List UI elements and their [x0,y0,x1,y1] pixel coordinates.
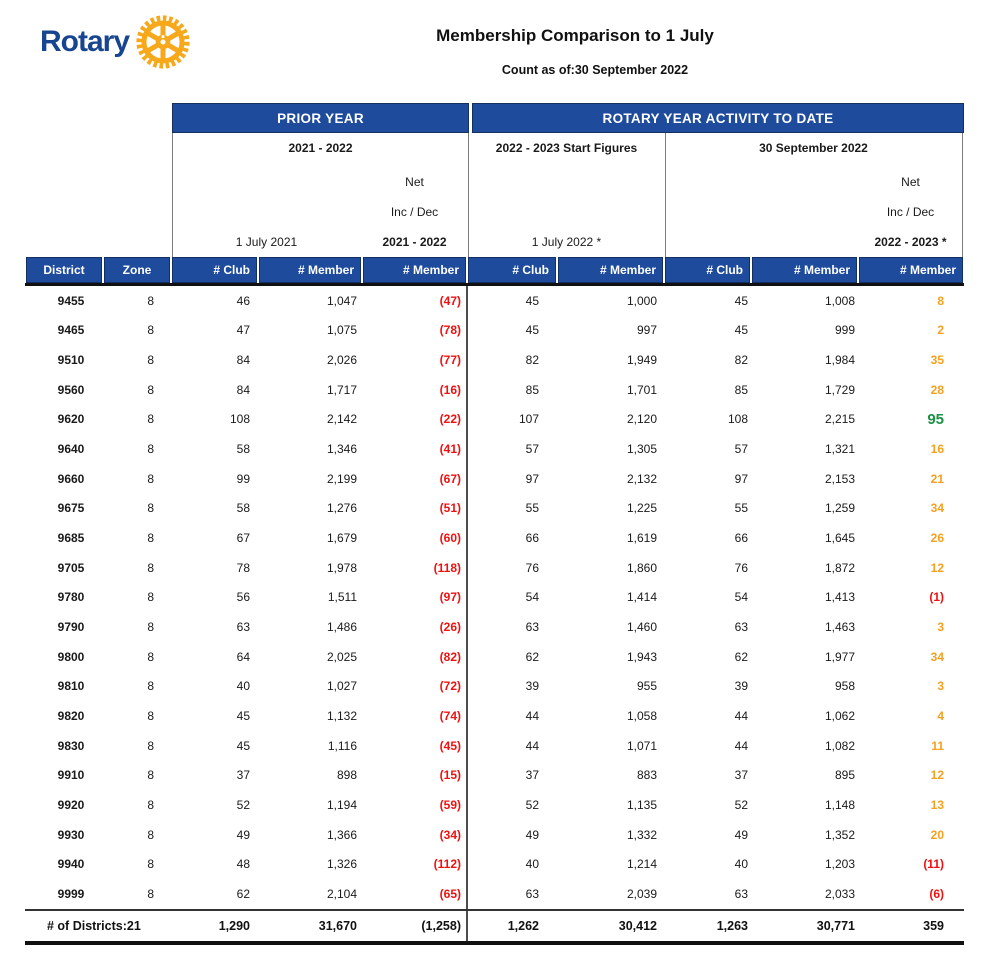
row-sep-member: 1,321 [824,442,855,457]
row-net-inc-dec: (1) [929,590,944,605]
row-zone: 8 [147,797,154,812]
row-sf-club: 54 [525,590,539,605]
row-sep-club: 108 [727,412,748,427]
row-sf-club: 57 [525,442,539,457]
section-header-activity-to-date: ROTARY YEAR ACTIVITY TO DATE [472,103,964,133]
col-header-district: District [26,257,102,283]
row-sep-club: 40 [734,857,748,872]
row-py-net: (67) [439,471,461,486]
section-header-prior-year: PRIOR YEAR [172,103,469,133]
row-sf-club: 63 [525,620,539,635]
row-py-club: 47 [236,323,250,338]
row-py-member: 1,511 [327,590,357,605]
row-district: 9640 [57,442,85,457]
row-net-inc-dec: 28 [930,382,944,397]
py-inc-dec-label: Inc / Dec [390,205,439,219]
row-sf-club: 76 [525,560,539,575]
row-py-club: 62 [236,886,250,901]
total-sf-member: 30,412 [618,919,657,933]
row-py-club: 99 [236,471,250,486]
row-sep-member: 2,153 [824,471,855,486]
page-title: Membership Comparison to 1 July [436,26,714,45]
row-district: 9705 [57,560,85,575]
row-py-member: 1,047 [326,293,357,308]
row-net-inc-dec: 12 [930,560,944,575]
total-sf-club: 1,262 [507,919,539,933]
row-py-club: 84 [236,382,250,397]
row-net-inc-dec: 11 [931,738,944,753]
row-py-net: (51) [439,501,461,516]
row-district: 9455 [57,293,85,308]
total-sep-member: 30,771 [816,919,855,933]
row-sf-member: 1,619 [626,531,657,546]
row-zone: 8 [147,857,154,872]
start-figures-label: 2022 - 2023 Start Figures [495,141,638,155]
row-zone: 8 [147,709,154,724]
row-py-member: 2,199 [326,471,357,486]
row-sep-member: 1,872 [824,560,855,575]
row-py-net: (112) [433,857,461,872]
row-sep-club: 44 [734,709,748,724]
row-district: 9620 [57,412,85,427]
row-py-club: 45 [236,738,250,753]
total-net-inc-dec: 359 [923,919,944,933]
row-py-member: 1,679 [326,531,357,546]
row-sf-club: 55 [525,501,539,516]
row-net-inc-dec: 34 [930,501,944,516]
row-py-member: 1,978 [326,560,357,575]
row-district: 9660 [57,471,85,486]
row-net-inc-dec: 35 [930,353,944,368]
row-sf-club: 44 [525,738,539,753]
row-py-member: 1,116 [327,738,357,753]
row-sep-member: 958 [834,679,855,694]
row-district: 9830 [57,738,85,753]
row-sep-member: 2,215 [824,412,855,427]
row-district: 9999 [57,886,85,901]
row-py-club: 58 [236,442,250,457]
row-sep-member: 2,033 [824,886,855,901]
row-sf-member: 1,305 [626,442,657,457]
row-sep-member: 1,203 [824,857,855,872]
row-zone: 8 [147,442,154,457]
row-py-net: (26) [439,620,461,635]
row-py-club: 49 [236,827,250,842]
september-date-label: 30 September 2022 [759,141,868,155]
col-header-sf-member: # Member [558,257,663,283]
col-header-sep-club: # Club [665,257,750,283]
row-py-net: (118) [433,560,461,575]
row-net-inc-dec: 26 [930,531,944,546]
row-district: 9780 [57,590,85,605]
row-py-club: 56 [236,590,250,605]
row-district: 9685 [57,531,85,546]
row-sep-member: 1,977 [824,649,855,664]
row-net-inc-dec: 3 [937,679,944,694]
row-sf-member: 2,120 [626,412,657,427]
row-sep-club: 57 [734,442,748,457]
row-sep-club: 85 [734,382,748,397]
row-sep-club: 62 [734,649,748,664]
row-sf-member: 2,039 [626,886,657,901]
row-sf-club: 97 [525,471,539,486]
row-sf-club: 52 [525,797,539,812]
row-district: 9800 [57,649,85,664]
row-sf-club: 85 [525,382,539,397]
row-net-inc-dec: 95 [927,410,944,428]
row-py-club: 58 [236,501,250,516]
row-sf-member: 1,332 [626,827,657,842]
row-sf-club: 39 [525,679,539,694]
row-sep-club: 52 [734,797,748,812]
row-sf-member: 1,000 [626,293,657,308]
row-py-net: (82) [439,649,461,664]
row-py-net: (45) [439,738,461,753]
row-sf-member: 1,943 [626,649,657,664]
rotary-logo [40,14,191,70]
column-header-row [25,257,964,283]
row-py-member: 2,026 [326,353,357,368]
row-zone: 8 [147,353,154,368]
row-net-inc-dec: 2 [937,323,944,338]
row-sf-member: 1,414 [626,590,657,605]
col-header-zone: Zone [104,257,170,283]
row-py-club: 64 [236,649,250,664]
py-net-label: Net [405,175,424,189]
row-zone: 8 [147,590,154,605]
row-sep-member: 895 [834,768,855,783]
total-py-club: 1,290 [218,919,250,933]
row-py-net: (60) [439,531,461,546]
row-py-member: 1,075 [326,323,357,338]
row-sf-member: 2,132 [626,471,657,486]
row-zone: 8 [147,649,154,664]
row-py-member: 1,346 [326,442,357,457]
row-py-net: (97) [439,590,461,605]
row-zone: 8 [147,886,154,901]
row-py-club: 48 [236,857,250,872]
row-sf-club: 107 [518,412,539,427]
row-zone: 8 [147,293,154,308]
row-district: 9790 [57,620,85,635]
row-sf-club: 40 [525,857,539,872]
row-py-member: 2,104 [326,886,357,901]
row-py-member: 1,027 [326,679,357,694]
row-py-net: (74) [439,709,461,724]
row-sep-member: 1,148 [824,797,855,812]
row-py-net: (41) [439,442,461,457]
row-sf-member: 1,135 [626,797,657,812]
col-header-sf-club: # Club [468,257,556,283]
row-zone: 8 [147,412,154,427]
row-sf-club: 49 [525,827,539,842]
row-py-net: (16) [439,382,461,397]
row-py-club: 40 [236,679,250,694]
row-py-club: 46 [236,293,250,308]
row-sep-club: 39 [734,679,748,694]
row-sf-member: 1,860 [626,560,657,575]
row-py-member: 2,025 [326,649,357,664]
row-zone: 8 [147,560,154,575]
row-net-inc-dec: 21 [930,471,944,486]
row-district: 9820 [57,709,85,724]
row-py-member: 2,142 [326,412,357,427]
row-net-inc-dec: (6) [929,886,944,901]
row-py-club: 78 [236,560,250,575]
row-py-club: 84 [236,353,250,368]
row-sf-club: 45 [525,323,539,338]
row-sf-member: 955 [636,679,657,694]
count-as-of-subtitle: Count as of:30 September 2022 [501,63,689,77]
row-district: 9910 [57,768,85,783]
total-py-member: 31,670 [318,919,357,933]
row-district: 9930 [57,827,85,842]
row-sep-club: 76 [734,560,748,575]
totals-row [25,911,964,941]
row-sf-club: 82 [525,353,539,368]
row-district: 9510 [57,353,85,368]
row-sep-club: 97 [734,471,748,486]
row-zone: 8 [147,323,154,338]
row-py-net: (59) [439,797,461,812]
row-net-inc-dec: 20 [930,827,944,842]
row-zone: 8 [147,382,154,397]
districts-count-label: # of Districts:21 [47,919,141,933]
row-district: 9940 [57,857,85,872]
rotary-wheel-icon [135,14,191,70]
row-py-club: 63 [236,620,250,635]
row-sep-club: 45 [734,323,748,338]
row-sep-club: 44 [734,738,748,753]
row-zone: 8 [147,531,154,546]
row-py-club: 45 [236,709,250,724]
row-sf-club: 62 [525,649,539,664]
sep-net-label: Net [901,175,920,189]
row-sep-club: 49 [734,827,748,842]
row-py-member: 1,276 [326,501,357,516]
sep-inc-dec-label: Inc / Dec [886,205,935,219]
row-zone: 8 [147,768,154,783]
row-sep-member: 1,463 [824,620,855,635]
row-sf-club: 44 [525,709,539,724]
row-sf-member: 1,460 [626,620,657,635]
row-py-net: (78) [439,323,461,338]
row-net-inc-dec: 13 [930,797,944,812]
row-py-net: (22) [439,412,461,427]
col-header-net-member: # Member [859,257,963,283]
rotary-wordmark: Rotary [40,25,130,58]
row-sep-club: 54 [734,590,748,605]
row-net-inc-dec: 16 [930,442,944,457]
row-district: 9920 [57,797,85,812]
row-py-club: 37 [236,768,250,783]
row-py-club: 52 [236,797,250,812]
sep-net-year-label: 2022 - 2023 * [874,235,947,249]
row-zone: 8 [147,827,154,842]
row-sep-club: 63 [734,886,748,901]
row-py-club: 108 [229,412,250,427]
row-py-member: 1,194 [326,797,357,812]
row-sf-member: 1,071 [626,738,657,753]
row-sf-club: 66 [525,531,539,546]
row-net-inc-dec: 12 [930,768,944,783]
py-date-label: 1 July 2021 [235,235,298,249]
row-py-member: 1,132 [326,709,357,724]
row-py-club: 67 [236,531,250,546]
row-zone: 8 [147,679,154,694]
row-zone: 8 [147,501,154,516]
row-py-net: (34) [439,827,461,842]
row-sep-member: 1,062 [824,709,855,724]
col-header-py-club: # Club [172,257,257,283]
row-py-member: 1,326 [326,857,357,872]
row-sf-club: 37 [525,768,539,783]
row-py-member: 1,717 [326,382,357,397]
row-py-net: (72) [439,679,461,694]
row-sep-member: 1,984 [824,353,855,368]
total-py-net: (1,258) [421,919,461,933]
row-district: 9560 [57,382,85,397]
row-sf-member: 883 [636,768,657,783]
row-net-inc-dec: 8 [937,293,944,308]
col-header-py-net: # Member [363,257,466,283]
py-net-year-label: 2021 - 2022 [382,235,447,249]
row-sep-member: 999 [834,323,855,338]
row-sep-member: 1,259 [824,501,855,516]
row-sep-member: 1,082 [824,738,855,753]
membership-comparison-table [25,103,964,945]
row-zone: 8 [147,738,154,753]
row-py-member: 898 [336,768,357,783]
row-net-inc-dec: 3 [937,620,944,635]
row-sep-club: 82 [734,353,748,368]
sf-date-label: 1 July 2022 * [531,235,602,249]
row-sf-member: 1,214 [626,857,657,872]
col-header-sep-member: # Member [752,257,857,283]
row-sf-club: 63 [525,886,539,901]
row-district: 9675 [57,501,85,516]
row-sep-member: 1,413 [824,590,855,605]
row-sep-club: 66 [734,531,748,546]
row-net-inc-dec: 4 [937,709,944,724]
row-py-net: (77) [439,353,461,368]
row-sf-member: 1,701 [626,382,657,397]
row-zone: 8 [147,471,154,486]
row-sep-member: 1,008 [824,293,855,308]
section-vertical-divider [466,286,468,945]
row-sep-club: 37 [734,768,748,783]
row-py-net: (15) [439,768,461,783]
row-sep-member: 1,645 [824,531,855,546]
row-district: 9810 [57,679,85,694]
row-sf-member: 1,949 [626,353,657,368]
row-district: 9465 [57,323,85,338]
row-sep-member: 1,729 [824,382,855,397]
row-net-inc-dec: (11) [923,857,944,872]
row-sf-club: 45 [525,293,539,308]
row-sep-member: 1,352 [824,827,855,842]
row-sf-member: 1,058 [626,709,657,724]
row-sep-club: 55 [734,501,748,516]
row-sep-club: 45 [734,293,748,308]
row-py-net: (47) [439,293,461,308]
row-sep-club: 63 [734,620,748,635]
row-sf-member: 997 [636,323,657,338]
row-net-inc-dec: 34 [930,649,944,664]
district-rows [25,286,964,909]
col-header-py-member: # Member [259,257,361,283]
prior-year-range-label: 2021 - 2022 [288,141,353,155]
row-zone: 8 [147,620,154,635]
row-py-net: (65) [439,886,461,901]
bottom-rule [25,941,964,945]
row-sf-member: 1,225 [626,501,657,516]
row-py-member: 1,486 [326,620,357,635]
total-sep-club: 1,263 [716,919,748,933]
row-py-member: 1,366 [326,827,357,842]
